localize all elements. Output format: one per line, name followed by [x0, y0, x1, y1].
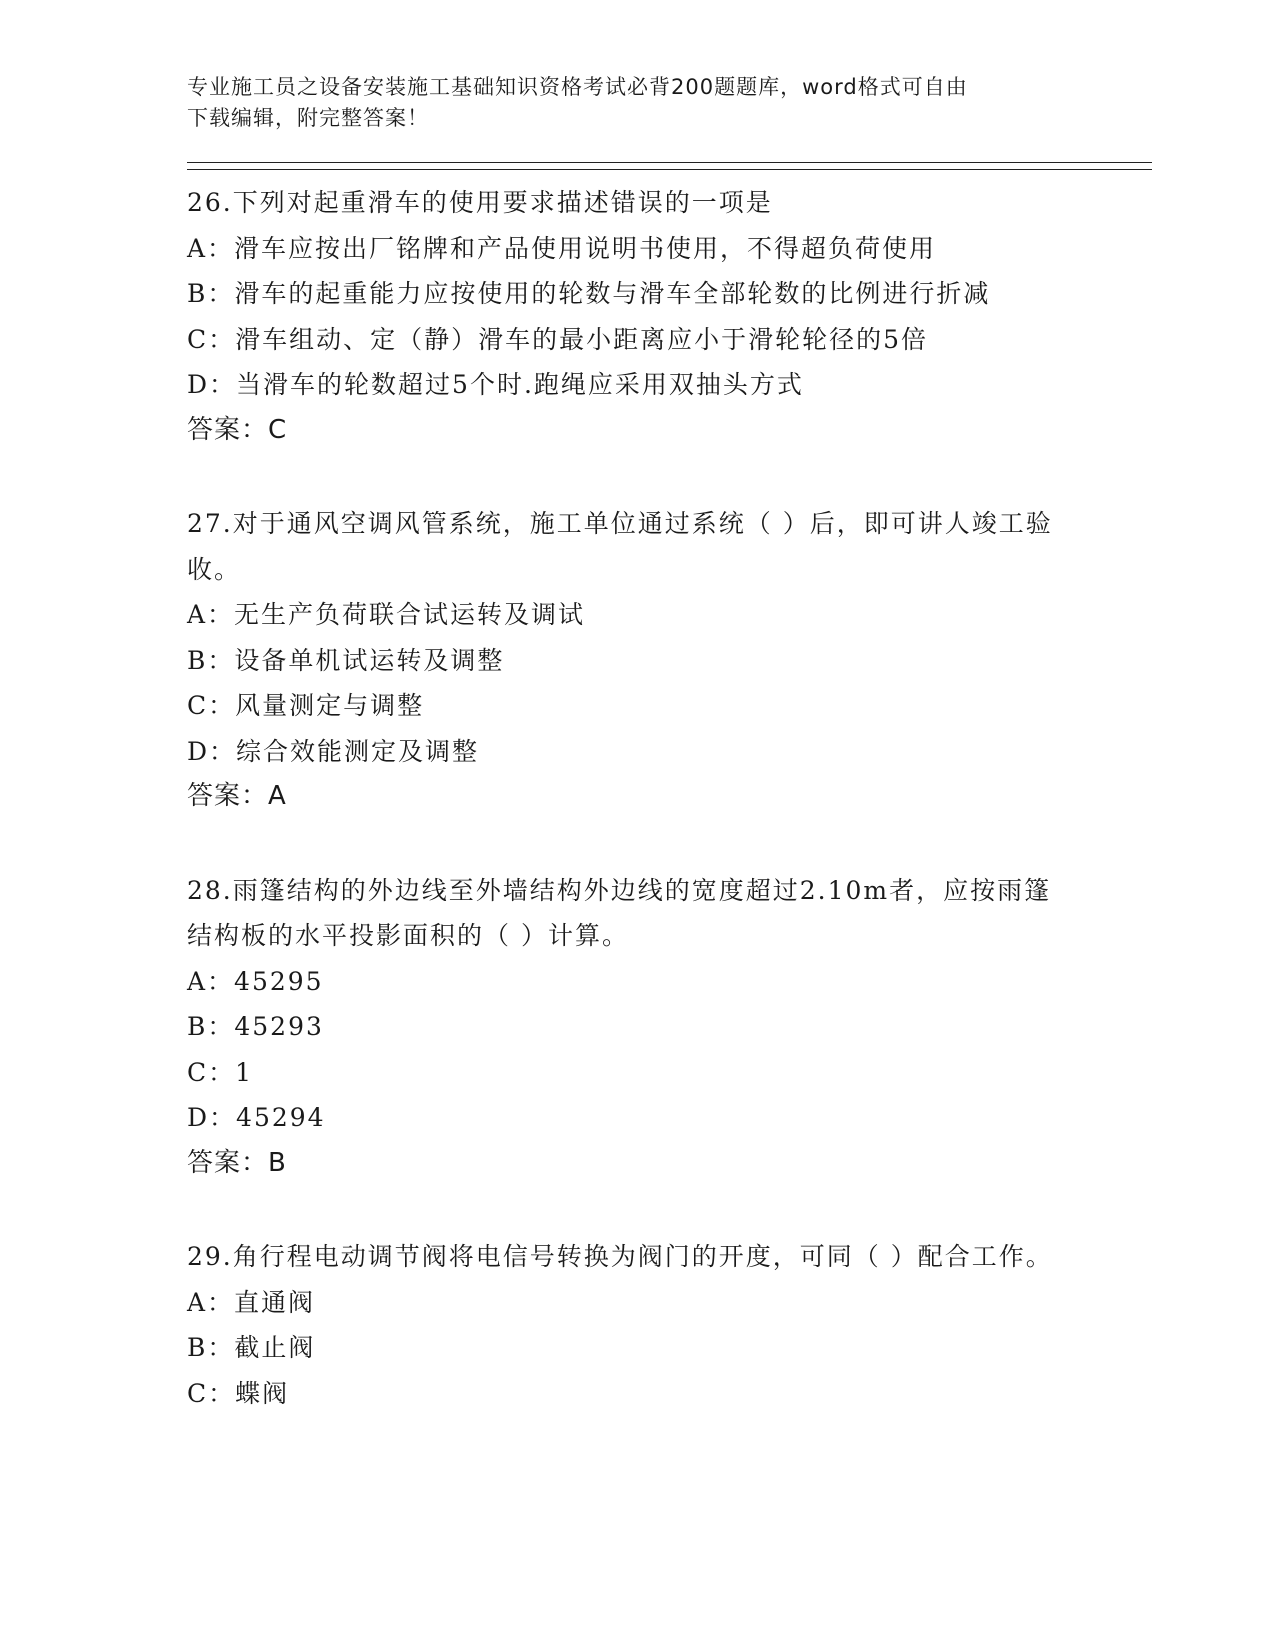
option-c: C：滑车组动、定（静）滑车的最小距离应小于滑轮轮径的5倍 [187, 324, 929, 354]
option-a: A：无生产负荷联合试运转及调试 [187, 600, 586, 629]
header-line-1: 专业施工员之设备安装施工基础知识资格考试必背200题题库，word格式可自由 [187, 75, 968, 99]
option-c: C：风量测定与调整 [187, 691, 425, 720]
option-d: D：综合效能测定及调整 [187, 736, 480, 766]
answer-line: 答案：B [187, 1147, 287, 1178]
option-a: A：滑车应按出厂铭牌和产品使用说明书使用，不得超负荷使用 [187, 233, 937, 263]
header-line-2: 下载编辑，附完整答案！ [187, 106, 429, 130]
option-d: D：45294 [187, 1103, 326, 1132]
option-c: C：1 [187, 1057, 254, 1087]
option-a: A：45295 [187, 966, 324, 996]
question-27 [187, 501, 1152, 820]
option-d: D：当滑车的轮数超过5个时.跑绳应采用双抽头方式 [187, 370, 804, 399]
question-stem: 26.下列对起重滑车的使用要求描述错误的一项是 [187, 188, 773, 217]
option-a: A：直通阀 [187, 1287, 316, 1317]
answer-line: 答案：C [187, 414, 288, 445]
document-page [187, 72, 1152, 1416]
question-stem: 27.对于通风空调风管系统，施工单位通过系统（ ）后，即可讲人竣工验收。 [187, 509, 1053, 584]
option-b: B：滑车的起重能力应按使用的轮数与滑车全部轮数的比例进行折减 [187, 279, 991, 308]
header-double-rule [187, 162, 1152, 170]
question-28 [187, 868, 1152, 1187]
question-stem: 28.雨篷结构的外边线至外墙结构外边线的宽度超过2.10m者，应按雨篷结构板的水平投影面积的（ ）计算。 [187, 875, 1052, 950]
question-26 [187, 180, 1152, 453]
document-header [187, 72, 1067, 134]
question-29 [187, 1234, 1152, 1416]
answer-line: 答案：A [187, 781, 287, 811]
option-b: B：45293 [187, 1012, 324, 1041]
question-stem: 29.角行程电动调节阀将电信号转换为阀门的开度，可同（ ）配合工作。 [187, 1242, 1053, 1271]
option-b: B：截止阀 [187, 1333, 316, 1362]
option-c: C：蝶阀 [187, 1378, 290, 1408]
option-b: B：设备单机试运转及调整 [187, 645, 505, 675]
